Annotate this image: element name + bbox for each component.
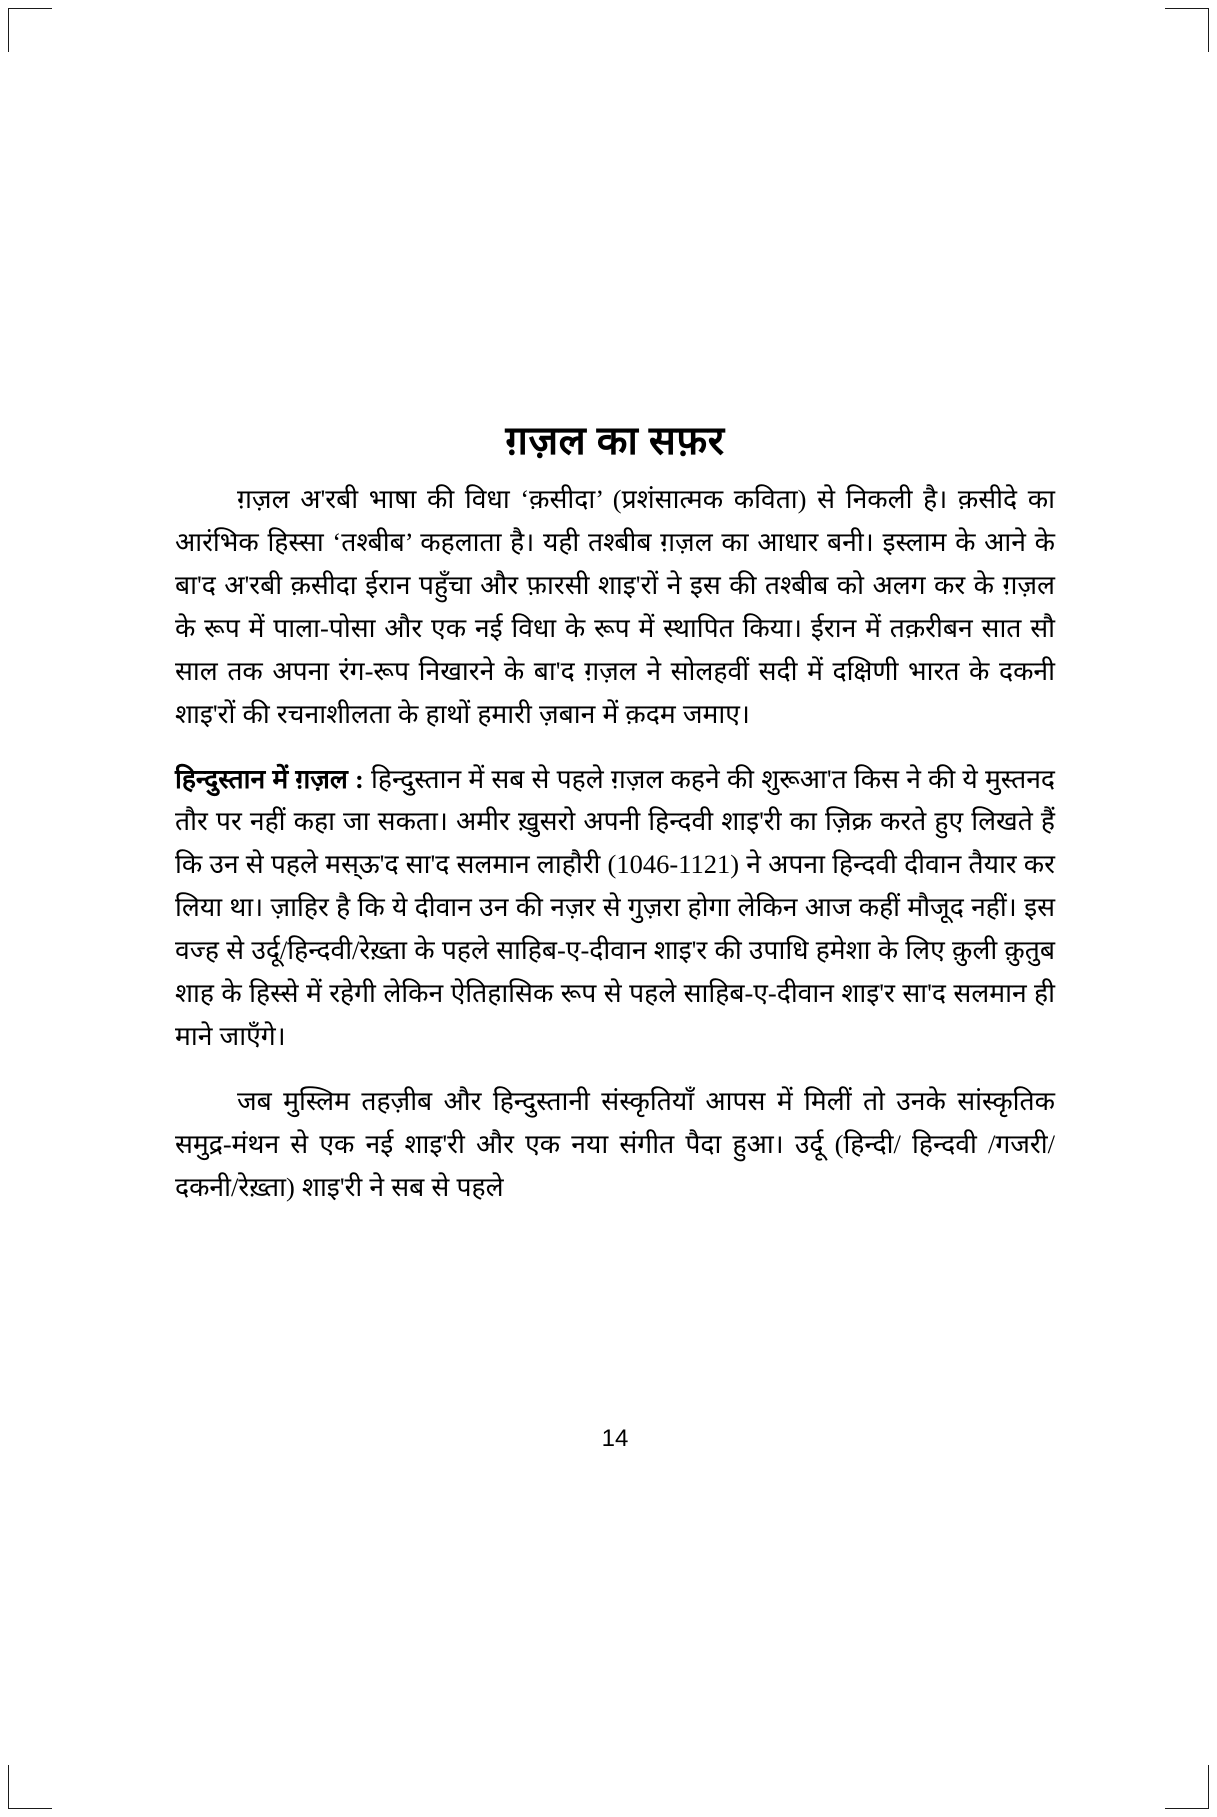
body-text	[175, 478, 1055, 1231]
chapter-title: ग़ज़ल का सफ़र	[505, 417, 725, 463]
paragraph-2	[175, 758, 1055, 1058]
paragraph-1-text: ग़ज़ल अ'रबी भाषा की विधा ‘क़सीदा’ (प्रशंसात्मक कविता) से निकली है। क़सीदे का आरंभिक हिस्सा ‘तश्बीब’ कहलाता है। यही तश्बीब ग़ज़ल का आधार बनी। इस्लाम के आने के बा'द अ'रबी क़सीदा ईरान पहुँचा और फ़ारसी शाइ'रों ने इस की तश्बीब को अलग कर के ग़ज़ल के रूप में पाला-पोसा और एक नई विधा के रूप में स्थापित किया। ईरान में तक़रीबन सात सौ साल तक अपना रंग-रूप निखारने के बा'द ग़ज़ल ने सोलहवीं सदी में दक्षिणी भारत के दकनी शाइ'रों की रचनाशीलता के हाथों हमारी ज़बान में क़दम जमाए।	[175, 484, 1055, 729]
paragraph-2-lead: हिन्दुस्तान में ग़ज़ल :	[175, 763, 364, 794]
page-content	[175, 0, 1055, 1817]
page-number: 14	[601, 1425, 629, 1452]
paragraph-3	[175, 1080, 1055, 1209]
paragraph-3-text: जब मुस्लिम तहज़ीब और हिन्दुस्तानी संस्कृतियाँ आपस में मिलीं तो उनके सांस्कृतिक समुद्र-मंथन से एक नई शाइ'री और एक नया संगीत पैदा हुआ। उर्दू (हिन्दी/ हिन्दवी /गजरी/दकनी/रेख़्ता) शाइ'री ने सब से पहले	[175, 1085, 1055, 1202]
paragraph-2-text: हिन्दुस्तान में सब से पहले ग़ज़ल कहने की शुरूआ'त किस ने की ये मुस्तनद तौर पर नहीं कहा जा सकता। अमीर ख़ुसरो अपनी हिन्दवी शाइ'री का ज़िक्र करते हुए लिखते हैं कि उन से पहले मस्ऊ'द सा'द सलमान लाहौरी (1046-1121) ने अपना हिन्दवी दीवान तैयार कर लिया था। ज़ाहिर है कि ये दीवान उन की नज़र से गुज़रा होगा लेकिन आज कहीं मौजूद नहीं। इस वज्ह से उर्दू/हिन्दवी/रेख़्ता के पहले साहिब-ए-दीवान शाइ'र की उपाधि हमेशा के लिए क़ुली क़ुतुब शाह के हिस्से में रहेगी लेकिन ऐतिहासिक रूप से पहले साहिब-ए-दीवान शाइ'र सा'द सलमान ही माने जाएँगे।	[175, 763, 1055, 1052]
paragraph-1	[175, 478, 1055, 736]
